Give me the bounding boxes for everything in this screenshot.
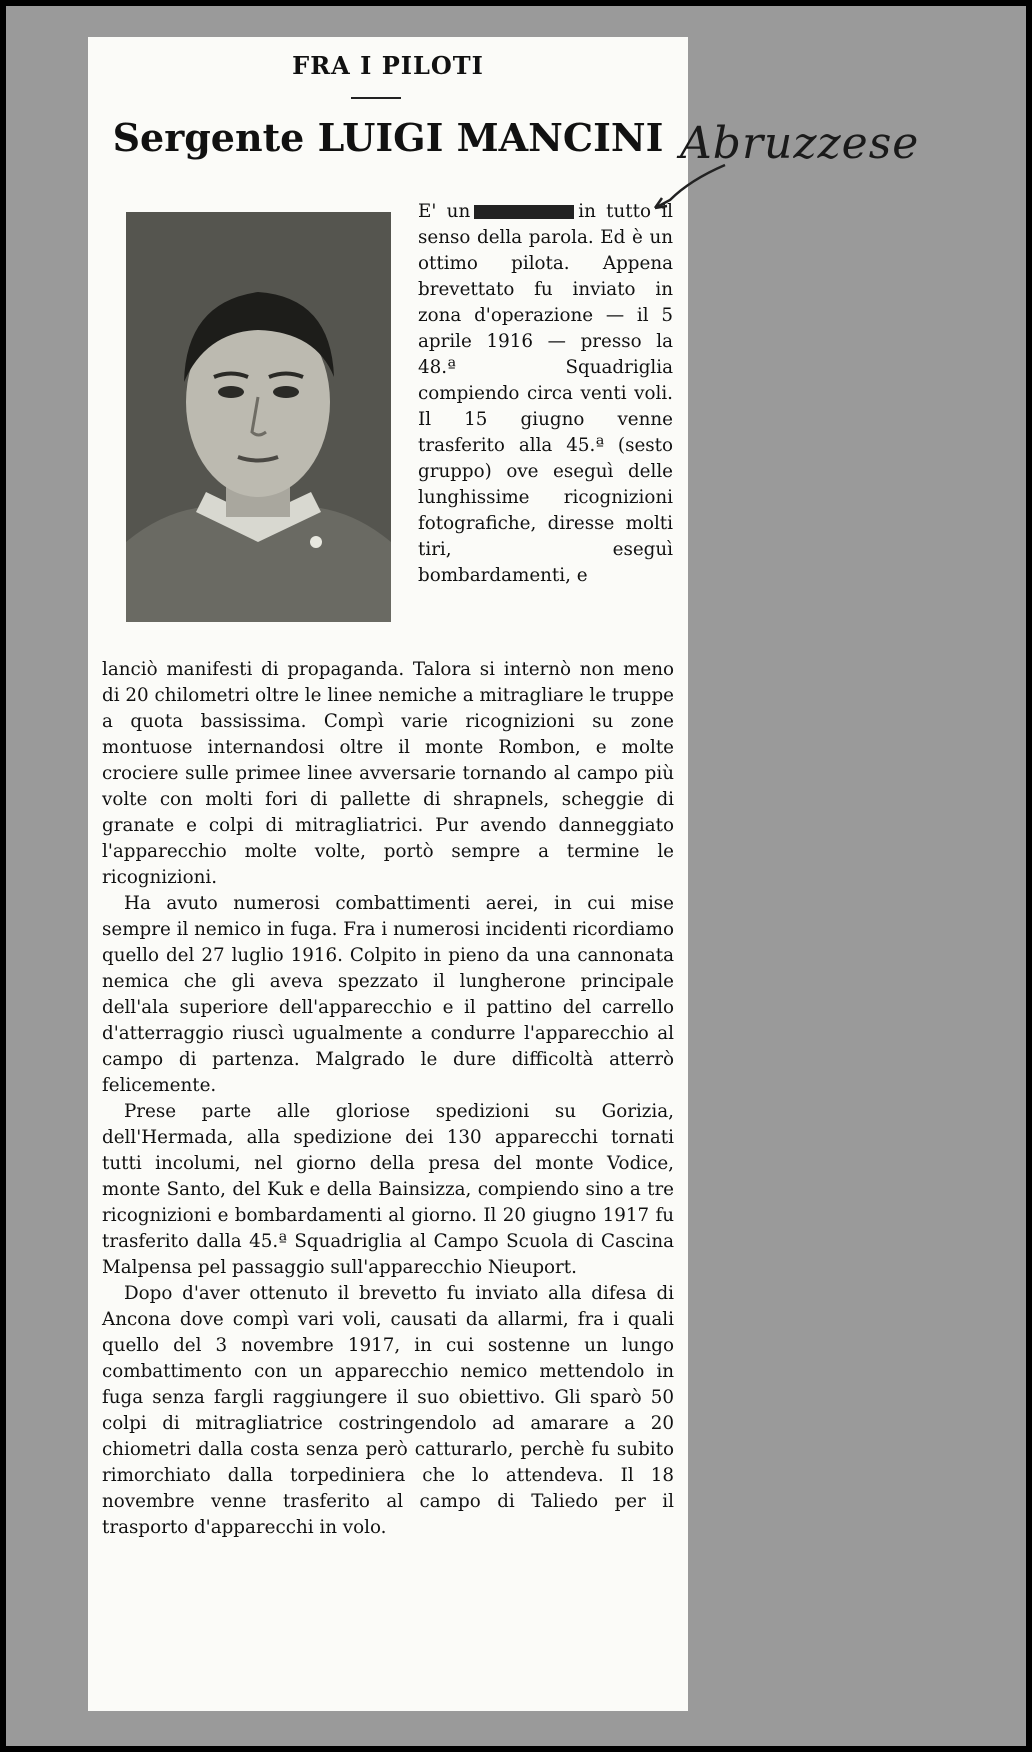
paragraph-4: Dopo d'aver ottenuto il brevetto fu inviato alla difesa di Ancona dove compì vari voli, causati da allarmi, fra i quali quello del 3 novembre 1917, in cui sostenne un lungo combattimento con un apparecchio nemico mettendolo in fuga senza fargli raggiungere il suo obiettivo. Gli sparò 50 colpi di mitragliatrice costringendolo ad amarare a 20 chiometri dalla costa senza però catturarlo, perchè fu subito rimorchiato dalla torpediniera che lo attendeva. Il 18 novembre venne trasferito al campo di Taliedo per il trasporto d'apparecchi in volo. [102,1283,674,1538]
article-column-text [418,199,673,589]
header-divider [351,97,401,99]
annotation-arrow-icon [610,160,730,220]
paragraph-3: Prese parte alle gloriose spedizioni su Gorizia, dell'Hermada, alla spedizione dei 130 apparecchi tornati tutti incolumi, nel giorno della presa del monte Vodice, monte Santo, del Kuk e della Bainsizza, compiendo sino a tre ricognizioni e bombardamenti al giorno. Il 20 giugno 1917 fu trasferito dalla 45.ª Squadriglia al Campo Scuola di Cascina Malpensa pel passaggio sull'apparecchio Nieuport. [102,1101,674,1278]
newspaper-clipping [88,37,688,1711]
intro-after: in tutto il senso della parola. Ed è un ottimo pilota. Appena brevettato fu inviato in zona d'operazione — il 5 aprile 1916 — presso la 48.ª Squadriglia compiendo circa venti voli. Il 15 giugno venne trasferito alla 45.ª (sesto gruppo) ove eseguì delle lunghissime ricognizioni fotografiche, diresse molti tiri, eseguì bombardamenti, e [418,201,673,586]
article-body [102,657,674,1541]
portrait-icon [126,212,391,622]
redacted-word [474,205,574,219]
portrait-photo [126,212,391,622]
paragraph-2: Ha avuto numerosi combattimenti aerei, in cui mise sempre il nemico in fuga. Fra i numerosi incidenti ricordiamo quello del 27 luglio 1916. Colpito in pieno da una cannonata nemica che gli aveva spezzato il lungherone principale dell'ala superiore dell'apparecchio e il pattino del carrello d'atterraggio riuscì ugualmente a condurre l'apparecchio al campo di partenza. Malgrado le dure difficoltà atterrò felicemente. [102,893,674,1096]
section-header: FRA I PILOTI [292,51,484,80]
article-intro [418,199,673,589]
handwritten-annotation: Abruzzese [680,118,920,169]
article-title: Sergente LUIGI MANCINI [112,115,664,160]
paragraph-1-continued: lanciò manifesti di propaganda. Talora si internò non meno di 20 chilometri oltre le linee nemiche a mitragliare le truppe a quota bassissima. Compì varie ricognizioni su zone montuose internandosi oltre il monte Rombon, e molte crociere sulle primee linee avversarie tornando al campo più volte con molti fori di pallette di shrapnels, scheggie di granate e colpi di mitragliatrici. Pur avendo danneggiato l'apparecchio molte volte, portò sempre a termine le ricognizioni. [102,659,674,888]
intro-before: E' un [418,201,471,222]
